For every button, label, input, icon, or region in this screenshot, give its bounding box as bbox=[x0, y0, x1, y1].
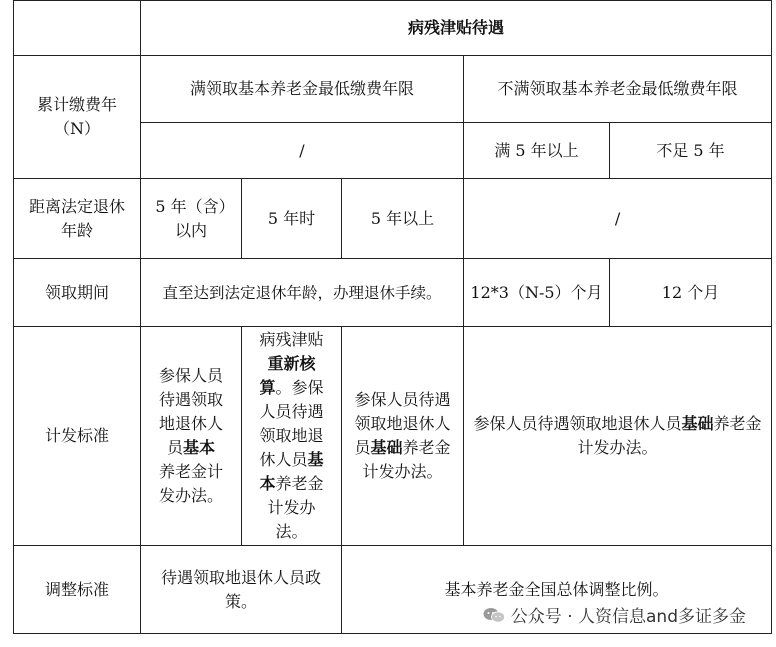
sub-slash: / bbox=[141, 123, 464, 179]
distance-within5: 5 年（含）以内 bbox=[141, 179, 242, 259]
adjust-ratio: 基本养老金全国总体调整比例。 bbox=[342, 546, 772, 634]
standard-c4-bold: 基础 bbox=[681, 414, 714, 433]
standard-c1-text: 参保人员待遇领取地退休人员 bbox=[159, 366, 224, 457]
standard-c3-text2: 养老金计发办法。 bbox=[362, 438, 451, 481]
standard-c4-text: 参保人员待遇领取地退休人员 bbox=[473, 414, 682, 433]
adjust-label: 调整标准 bbox=[14, 546, 141, 634]
standard-c2-bold: 重新核算 bbox=[259, 354, 316, 397]
standard-c2-text3: 养老金计发办法。 bbox=[267, 474, 324, 541]
period-formula: 12*3（N-5）个月 bbox=[464, 259, 610, 327]
watermark bbox=[479, 600, 750, 629]
corner-cell bbox=[14, 1, 141, 56]
sub-under5: 不足 5 年 bbox=[610, 123, 772, 179]
table-title: 病残津贴待遇 bbox=[141, 1, 772, 56]
benefit-table bbox=[13, 0, 772, 634]
years-label: 累计缴费年（N） bbox=[14, 56, 141, 179]
standard-label: 计发标准 bbox=[14, 327, 141, 546]
adjust-policy: 待遇领取地退休人员政策。 bbox=[141, 546, 342, 634]
period-twelve: 12 个月 bbox=[610, 259, 772, 327]
standard-c2-text2: 。参保人员待遇领取地退休人员 bbox=[259, 378, 324, 469]
standard-c2-text: 病残津贴 bbox=[259, 330, 324, 349]
standard-c1-bold: 基本 bbox=[183, 438, 216, 457]
watermark-text: 公众号 · 人资信息and多证多金 bbox=[510, 607, 746, 627]
distance-above5: 5 年以上 bbox=[342, 179, 464, 259]
distance-slash: / bbox=[464, 179, 772, 259]
standard-c1 bbox=[141, 327, 242, 546]
standard-c3-text: 参保人员待遇领取地退休人员 bbox=[354, 390, 451, 457]
sub-over5: 满 5 年以上 bbox=[464, 123, 610, 179]
standard-c3-bold: 基础 bbox=[370, 438, 403, 457]
standard-c4-text2: 养老金计发办法。 bbox=[577, 414, 762, 457]
standard-c4 bbox=[464, 327, 772, 546]
period-until: 直至达到法定退休年龄，办理退休手续。 bbox=[141, 259, 464, 327]
period-label: 领取期间 bbox=[14, 259, 141, 327]
standard-c2 bbox=[242, 327, 342, 546]
standard-c2-bold2: 基本 bbox=[259, 450, 324, 493]
standard-c1-text2: 养老金计发办法。 bbox=[159, 462, 224, 505]
distance-at5: 5 年时 bbox=[242, 179, 342, 259]
years-full: 满领取基本养老金最低缴费年限 bbox=[141, 56, 464, 123]
distance-label: 距离法定退休年龄 bbox=[14, 179, 141, 259]
years-notfull: 不满领取基本养老金最低缴费年限 bbox=[464, 56, 772, 123]
wechat-icon bbox=[483, 607, 505, 623]
standard-c3 bbox=[342, 327, 464, 546]
